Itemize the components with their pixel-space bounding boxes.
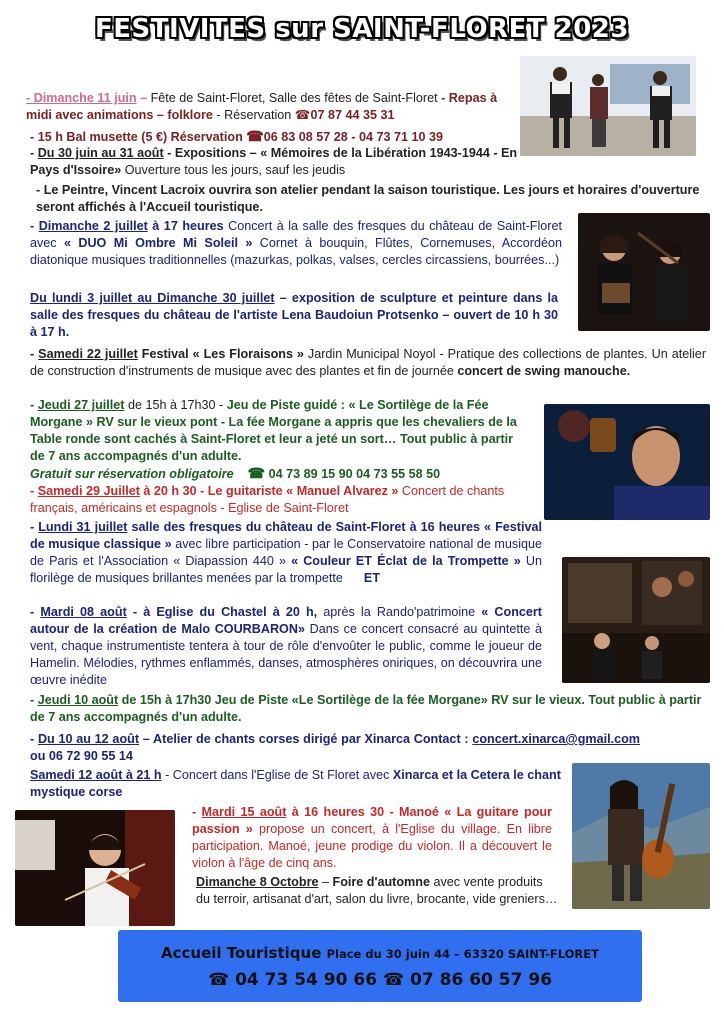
footer-accueil-touristique <box>118 930 642 1002</box>
phone-icon: ☎ <box>247 465 266 481</box>
event-repas: - Repas à midi avec animations – folklore <box>26 91 498 122</box>
event-date: Mardi 15 août <box>201 805 287 819</box>
event-phone: 06 83 08 57 28 - 04 73 71 10 39 <box>263 130 443 144</box>
event-peintre: - Le Peintre, Vincent Lacroix ouvrira son atelier pendant la saison touristique. Les jours et horaires d'ouverture seront affichés à l'Accueil touristique. <box>36 183 700 214</box>
phone-icon: ☎ <box>294 108 311 122</box>
page-title: FESTIVITES sur SAINT-FLORET 2023 <box>94 14 629 44</box>
event-jeu-de-piste: - Jeudi 27 juillet de 15h à 17h30 - Jeu de Piste guidé : « Le Sortilège de la Fée Morgane » RV sur le vieux pont - La fée Morgane a appris que les chevaliers de la Table ronde sont cachés à Saint-Floret et leur a jeté un sort… Tout public à partir de 7 ans accompagnés d'un adulte. Gratuit sur réservation obligatoire ☎ 04 73 89 15 90 04 73 55 58 50 <box>30 398 517 481</box>
phone-icon: ☎ <box>382 970 405 990</box>
event-jeu-de-piste-aout: - Jeudi 10 août de 15h à 17h30 Jeu de Piste «Le Sortilège de la fée Morgane» RV sur le vieux. Tout public à partir de 7 ans accompagnés d'un adulte. <box>30 693 702 724</box>
event-description: Fête de Saint-Floret, Salle des fêtes de Saint-Floret <box>150 91 438 105</box>
event-concert-courbaron: - Mardi 08 août - à Eglise du Chastel à 20 h, après la Rando'patrimoine « Concert autour de la création de Malo COURBARON» Dans ce concert consacré au quintette à vent, chaque instrumentiste tentera à tour de rôle d'envoûter le public, comme le joueur de Hamelin. Mélodies, rythmes enflammés, danses, atmosphères oniriques, on découvrira une œuvre inédite <box>30 605 542 687</box>
footer-address: Place du 30 juin 44 – 63320 SAINT-FLORET <box>326 947 599 961</box>
phone-icon: ☎ <box>207 970 230 990</box>
event-date: Samedi 12 août à 21 h <box>30 768 162 782</box>
footer-phone-2: 07 86 60 57 96 <box>410 970 553 990</box>
guitarist-portrait-photo <box>544 404 710 520</box>
event-musique-classique: - Lundi 31 juillet salle des fresques du château de Saint-Floret à 16 heures « Festival de musique classique » avec libre participation - par le Conservatoire national de musique de Paris et l'Association « Diapassion 440 » « Couleur ET Éclat de la Trompette » Un florilège de musiques brillantes menées par la trompette ET <box>30 520 542 585</box>
event-date: Lundi 31 juillet <box>38 520 128 534</box>
event-gratuit: Gratuit sur réservation obligatoire <box>30 467 234 481</box>
footer-phones <box>118 970 642 990</box>
event-date: Du 30 juin au 31 août <box>37 146 164 160</box>
event-date: Jeudi 10 août <box>37 693 119 707</box>
event-floraisons: - Samedi 22 juillet Festival « Les Floraisons » Jardin Municipal Noyol - Pratique des collections de plantes. Un atelier de construction d'instruments de musique avec des plantes et fin de journée concert de swing manouche. <box>30 347 707 378</box>
event-phone: 07 87 44 35 31 <box>310 108 395 122</box>
event-date: Mardi 08 août <box>40 605 127 619</box>
event-manoe: - Mardi 15 août à 16 heures 30 - Manoé « La guitare pour passion » propose un concert, à l'Eglise du village. En libre participation. Manoé, jeune prodige du violon. Il a découvert le violon à l'âge de cinq ans. <box>192 805 552 870</box>
event-date: Samedi 22 juillet <box>38 347 138 361</box>
event-expositions: - Du 30 juin au 31 août - Expositions – « Mémoires de la Libération 1943-1944 - En Pays d'Issoire» Ouverture tous les jours, sauf les jeudis <box>30 146 518 177</box>
footer-title: Accueil Touristique Place du 30 juin 44 – 63320 SAINT-FLORET <box>161 944 599 962</box>
event-date: Du lundi 3 juillet au Dimanche 30 juillet <box>30 291 275 305</box>
contact-email-link[interactable]: concert.xinarca@gmail.com <box>472 732 640 746</box>
event-date: - Dimanche 11 juin <box>26 91 137 105</box>
event-foire-automne: Dimanche 8 Octobre – Foire d'automne avec vente produits du terroir, artisanat d'art, salon du livre, brocante, vide greniers… <box>196 875 558 906</box>
event-exposition-sculpture: Du lundi 3 juillet au Dimanche 30 juillet – exposition de sculpture et peinture dans la salle des fresques du château de l'artiste Lena Baudoiun Protsenko – ouvert de 10 h 30 à 17 h. <box>30 291 558 339</box>
event-fete-saint-floret: - Dimanche 11 juin – Fête de Saint-Floret, Salle des fêtes de Saint-Floret - Repas à midi avec animations – folklore - Réservation ☎07 87 44 35 31 <box>26 91 498 122</box>
event-date: Du 10 au 12 août <box>37 732 140 746</box>
guitar-player-outdoor-photo <box>572 763 710 909</box>
event-manuel-alvarez: - Samedi 29 Juillet à 20 h 30 - Le guitariste « Manuel Alvarez » Concert de chants français, américains et espagnols - Eglise de Saint-Floret <box>30 484 505 515</box>
event-atelier-chants-corses: - Du 10 au 12 août – Atelier de chants corses dirigé par Xinarca Contact : concert.xinarca@gmail.com ou 06 72 90 55 14 <box>30 732 640 763</box>
event-date: Dimanche 2 juillet <box>38 219 148 233</box>
event-duo-concert: - Dimanche 2 juillet à 17 heures Concert à la salle des fresques du château de Saint-Floret avec « DUO Mi Ombre Mi Soleil » Cornet à bouquin, Flûtes, Cornemuses, Accordéon diatonique musiques traditionnelles (mazurkas, polkas, valses, cercles circassiens, bourrées...) <box>30 219 562 267</box>
event-xinarca: Samedi 12 août à 21 h - Concert dans l'Eglise de St Floret avec Xinarca et la Cetera le chant mystique corse <box>30 768 561 799</box>
event-date: Samedi 29 Juillet <box>37 484 140 498</box>
event-phone: 04 73 89 15 90 04 73 55 58 50 <box>268 467 441 481</box>
boy-violinist-photo <box>15 810 175 926</box>
event-date: Dimanche 8 Octobre <box>196 875 319 889</box>
footer-phone-1: 04 73 54 90 66 <box>235 970 378 990</box>
event-date: Jeudi 27 juillet <box>37 398 125 412</box>
phone-icon: ☎ <box>246 128 264 144</box>
event-bal-musette: - 15 h Bal musette (5 €) Réservation ☎06 83 08 57 28 - 04 73 71 10 39 <box>30 128 443 144</box>
folk-dancers-photo <box>520 56 696 156</box>
duo-musicians-photo <box>578 213 710 331</box>
chapel-concert-photo <box>562 557 710 683</box>
